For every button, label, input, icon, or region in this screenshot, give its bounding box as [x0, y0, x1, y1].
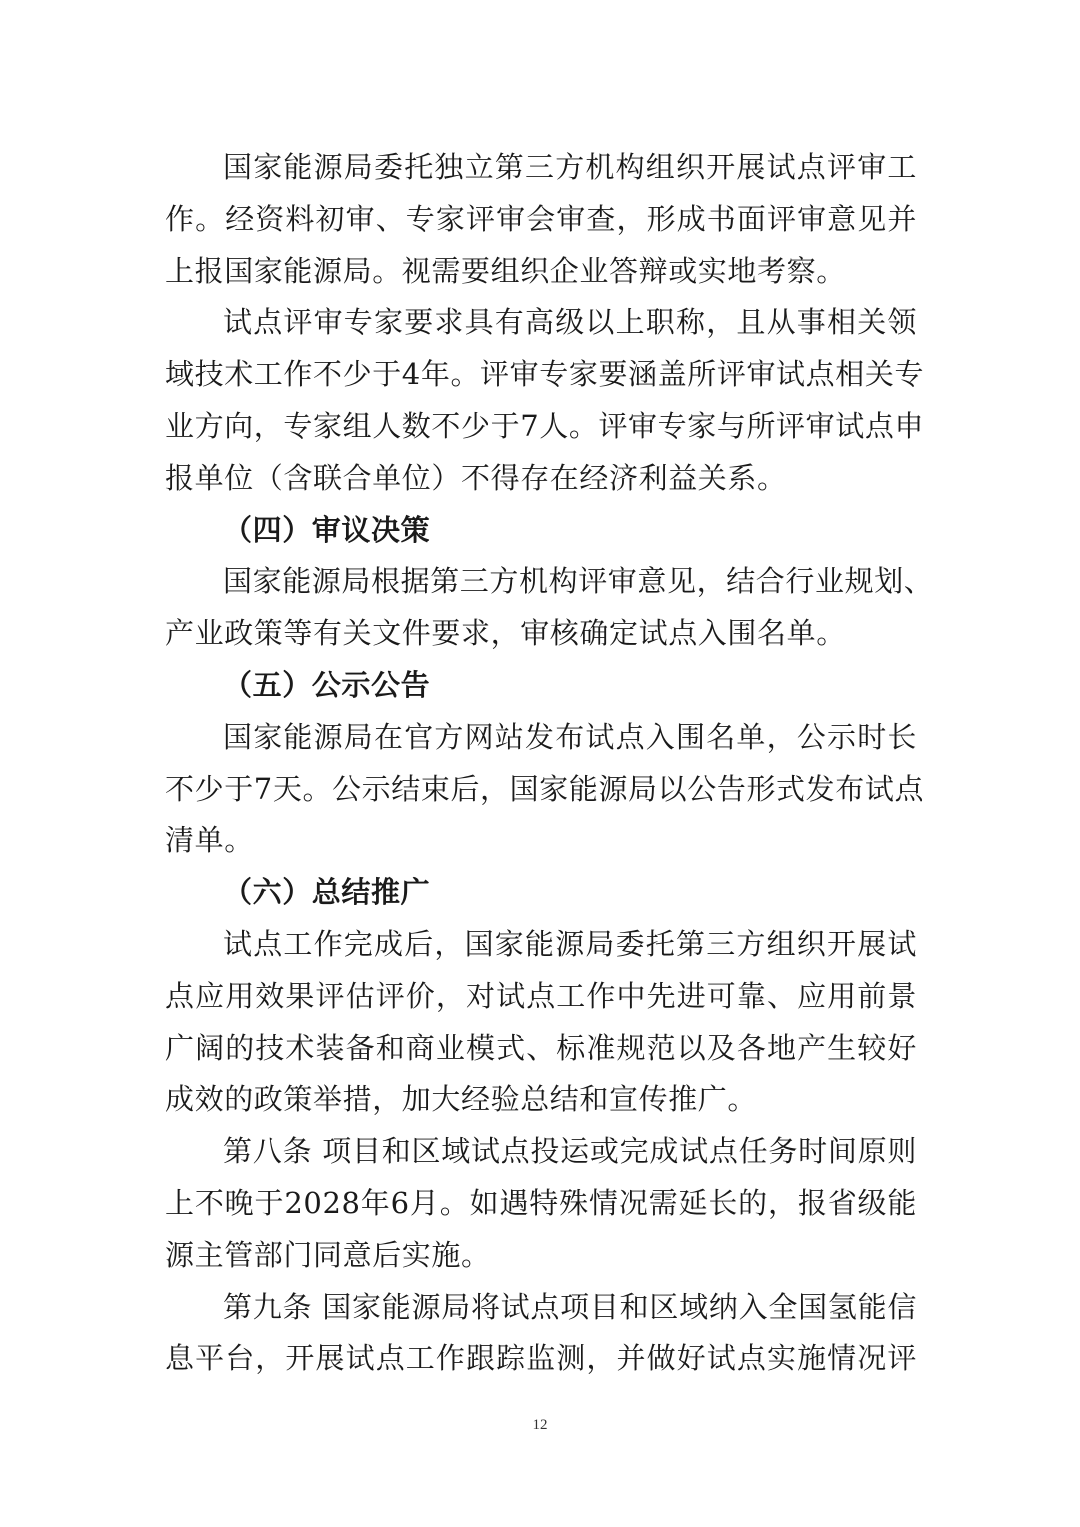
paragraph-line: 点应用效果评估评价，对试点工作中先进可靠、应用前景	[165, 978, 917, 1013]
paragraph-line: 上报国家能源局。视需要组织企业答辩或实地考察。	[165, 253, 846, 288]
paragraph-line: 成效的政策举措，加大经验总结和宣传推广。	[165, 1082, 758, 1117]
section-heading: （五）公示公告	[223, 667, 431, 702]
article-line: 第九条 国家能源局将试点项目和区域纳入全国氢能信	[223, 1289, 917, 1324]
paragraph-line: 产业政策等有关文件要求，审核确定试点入围名单。	[165, 616, 846, 651]
paragraph-line: 广阔的技术装备和商业模式、标准规范以及各地产生较好	[165, 1030, 917, 1065]
paragraph-line: 国家能源局在官方网站发布试点入围名单，公示时长	[223, 719, 917, 754]
paragraph-line: 域技术工作不少于4年。评审专家要涵盖所评审试点相关专	[165, 357, 925, 392]
paragraph-line: 业方向，专家组人数不少于7人。评审专家与所评审试点申	[165, 408, 925, 443]
paragraph-line: 试点评审专家要求具有高级以上职称，且从事相关领	[223, 305, 917, 340]
article-line: 第八条 项目和区域试点投运或完成试点任务时间原则	[223, 1134, 917, 1169]
paragraph-line: 试点工作完成后，国家能源局委托第三方组织开展试	[223, 926, 917, 961]
paragraph-line: 源主管部门同意后实施。	[165, 1237, 491, 1272]
paragraph-line: 国家能源局根据第三方机构评审意见，结合行业规划、	[223, 564, 934, 599]
paragraph-line: 作。经资料初审、专家评审会审查，形成书面评审意见并	[165, 201, 917, 236]
paragraph-line: 报单位（含联合单位）不得存在经济利益关系。	[165, 460, 787, 495]
section-heading: （六）总结推广	[223, 875, 431, 910]
section-heading: （四）审议决策	[223, 512, 431, 547]
paragraph-line: 上不晚于2028年6月。如遇特殊情况需延长的，报省级能	[165, 1185, 917, 1220]
page-number: 12	[532, 1417, 548, 1433]
document-body	[165, 142, 934, 1385]
paragraph-line: 清单。	[165, 823, 254, 858]
paragraph-line: 不少于7天。公示结束后，国家能源局以公告形式发布试点	[165, 771, 925, 806]
paragraph-line: 国家能源局委托独立第三方机构组织开展试点评审工	[223, 150, 917, 184]
paragraph-line: 息平台，开展试点工作跟踪监测，并做好试点实施情况评	[165, 1341, 917, 1376]
